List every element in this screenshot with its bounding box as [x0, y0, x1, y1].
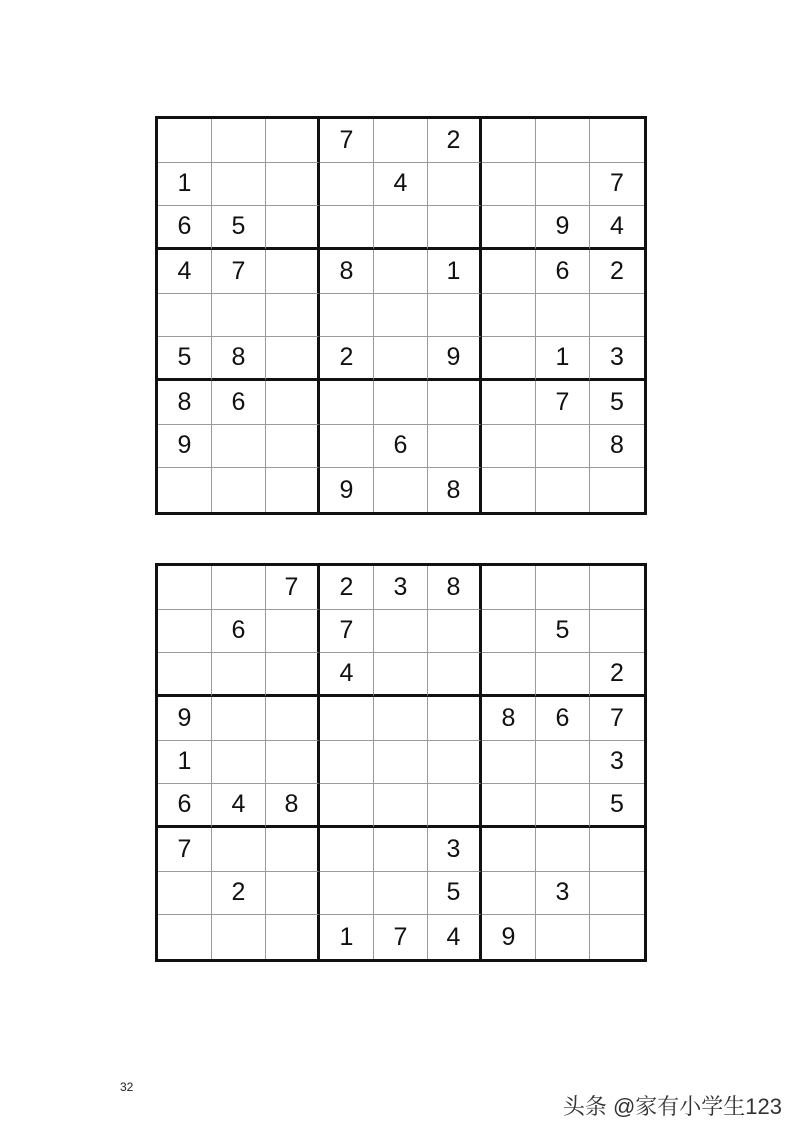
- given-cell: 9: [158, 425, 212, 469]
- given-cell: 1: [428, 250, 482, 294]
- empty-cell[interactable]: [320, 697, 374, 741]
- given-cell: 7: [536, 381, 590, 425]
- empty-cell[interactable]: [158, 294, 212, 338]
- page-number: 32: [120, 1080, 134, 1094]
- given-cell: 5: [212, 206, 266, 250]
- empty-cell[interactable]: [212, 828, 266, 872]
- empty-cell[interactable]: [374, 119, 428, 163]
- empty-cell[interactable]: [266, 337, 320, 381]
- empty-cell[interactable]: [374, 741, 428, 785]
- empty-cell[interactable]: [212, 741, 266, 785]
- given-cell: 2: [320, 337, 374, 381]
- empty-cell[interactable]: [266, 206, 320, 250]
- empty-cell[interactable]: [482, 206, 536, 250]
- empty-cell[interactable]: [266, 468, 320, 512]
- empty-cell[interactable]: [428, 294, 482, 338]
- given-cell: 9: [320, 468, 374, 512]
- empty-cell[interactable]: [266, 425, 320, 469]
- empty-cell[interactable]: [320, 163, 374, 207]
- given-cell: 4: [212, 784, 266, 828]
- empty-cell[interactable]: [266, 294, 320, 338]
- empty-cell[interactable]: [590, 828, 644, 872]
- empty-cell[interactable]: [428, 425, 482, 469]
- empty-cell[interactable]: [320, 784, 374, 828]
- empty-cell[interactable]: [320, 294, 374, 338]
- empty-cell[interactable]: [158, 468, 212, 512]
- empty-cell[interactable]: [428, 653, 482, 697]
- empty-cell[interactable]: [374, 872, 428, 916]
- empty-cell[interactable]: [428, 163, 482, 207]
- empty-cell[interactable]: [590, 872, 644, 916]
- given-cell: 7: [266, 566, 320, 610]
- given-cell: 8: [320, 250, 374, 294]
- given-cell: 2: [212, 872, 266, 916]
- sudoku-grid-2: [155, 563, 647, 962]
- empty-cell[interactable]: [320, 828, 374, 872]
- empty-cell[interactable]: [428, 206, 482, 250]
- given-cell: 4: [428, 915, 482, 959]
- given-cell: 6: [158, 206, 212, 250]
- given-cell: 5: [590, 784, 644, 828]
- empty-cell[interactable]: [266, 653, 320, 697]
- empty-cell[interactable]: [590, 915, 644, 959]
- empty-cell[interactable]: [158, 119, 212, 163]
- empty-cell[interactable]: [482, 425, 536, 469]
- empty-cell[interactable]: [266, 872, 320, 916]
- given-cell: 8: [428, 566, 482, 610]
- empty-cell[interactable]: [266, 163, 320, 207]
- given-cell: 7: [212, 250, 266, 294]
- empty-cell[interactable]: [266, 250, 320, 294]
- empty-cell[interactable]: [212, 697, 266, 741]
- given-cell: 5: [158, 337, 212, 381]
- given-cell: 2: [428, 119, 482, 163]
- empty-cell[interactable]: [212, 915, 266, 959]
- empty-cell[interactable]: [428, 741, 482, 785]
- empty-cell[interactable]: [536, 741, 590, 785]
- given-cell: 2: [320, 566, 374, 610]
- given-cell: 7: [374, 915, 428, 959]
- empty-cell[interactable]: [212, 566, 266, 610]
- given-cell: 2: [590, 250, 644, 294]
- empty-cell[interactable]: [482, 119, 536, 163]
- given-cell: 3: [374, 566, 428, 610]
- empty-cell[interactable]: [212, 468, 266, 512]
- empty-cell[interactable]: [428, 381, 482, 425]
- given-cell: 6: [536, 697, 590, 741]
- watermark: 头条 @家有小学生123: [562, 1094, 782, 1119]
- given-cell: 8: [266, 784, 320, 828]
- given-cell: 7: [590, 697, 644, 741]
- empty-cell[interactable]: [536, 566, 590, 610]
- empty-cell[interactable]: [482, 828, 536, 872]
- empty-cell[interactable]: [158, 653, 212, 697]
- given-cell: 2: [590, 653, 644, 697]
- given-cell: 4: [320, 653, 374, 697]
- given-cell: 8: [482, 697, 536, 741]
- empty-cell[interactable]: [374, 206, 428, 250]
- empty-cell[interactable]: [536, 828, 590, 872]
- given-cell: 6: [212, 381, 266, 425]
- empty-cell[interactable]: [158, 915, 212, 959]
- given-cell: 4: [374, 163, 428, 207]
- empty-cell[interactable]: [482, 610, 536, 654]
- empty-cell[interactable]: [374, 337, 428, 381]
- empty-cell[interactable]: [374, 697, 428, 741]
- empty-cell[interactable]: [536, 653, 590, 697]
- empty-cell[interactable]: [536, 915, 590, 959]
- empty-cell[interactable]: [374, 294, 428, 338]
- given-cell: 3: [590, 741, 644, 785]
- empty-cell[interactable]: [320, 206, 374, 250]
- given-cell: 1: [158, 741, 212, 785]
- given-cell: 8: [428, 468, 482, 512]
- empty-cell[interactable]: [428, 610, 482, 654]
- given-cell: 1: [158, 163, 212, 207]
- given-cell: 9: [536, 206, 590, 250]
- empty-cell[interactable]: [536, 425, 590, 469]
- empty-cell[interactable]: [482, 784, 536, 828]
- empty-cell[interactable]: [374, 828, 428, 872]
- empty-cell[interactable]: [212, 294, 266, 338]
- empty-cell[interactable]: [536, 119, 590, 163]
- given-cell: 7: [320, 610, 374, 654]
- given-cell: 6: [374, 425, 428, 469]
- empty-cell[interactable]: [482, 163, 536, 207]
- given-cell: 3: [536, 872, 590, 916]
- empty-cell[interactable]: [374, 784, 428, 828]
- empty-cell[interactable]: [482, 381, 536, 425]
- given-cell: 6: [158, 784, 212, 828]
- empty-cell[interactable]: [374, 381, 428, 425]
- empty-cell[interactable]: [212, 163, 266, 207]
- empty-cell[interactable]: [536, 163, 590, 207]
- empty-cell[interactable]: [590, 566, 644, 610]
- empty-cell[interactable]: [482, 294, 536, 338]
- given-cell: 5: [536, 610, 590, 654]
- empty-cell[interactable]: [590, 468, 644, 512]
- empty-cell[interactable]: [374, 653, 428, 697]
- given-cell: 9: [158, 697, 212, 741]
- empty-cell[interactable]: [266, 610, 320, 654]
- empty-cell[interactable]: [158, 872, 212, 916]
- given-cell: 4: [158, 250, 212, 294]
- sudoku-grid-1: [155, 116, 647, 515]
- empty-cell[interactable]: [266, 697, 320, 741]
- empty-cell[interactable]: [320, 741, 374, 785]
- given-cell: 1: [320, 915, 374, 959]
- given-cell: 7: [590, 163, 644, 207]
- given-cell: 6: [536, 250, 590, 294]
- empty-cell[interactable]: [320, 425, 374, 469]
- empty-cell[interactable]: [266, 915, 320, 959]
- empty-cell[interactable]: [374, 250, 428, 294]
- given-cell: 8: [158, 381, 212, 425]
- empty-cell[interactable]: [482, 566, 536, 610]
- given-cell: 3: [590, 337, 644, 381]
- empty-cell[interactable]: [158, 566, 212, 610]
- empty-cell[interactable]: [590, 610, 644, 654]
- empty-cell[interactable]: [536, 294, 590, 338]
- empty-cell[interactable]: [212, 653, 266, 697]
- given-cell: 6: [212, 610, 266, 654]
- empty-cell[interactable]: [266, 381, 320, 425]
- empty-cell[interactable]: [482, 741, 536, 785]
- given-cell: 4: [590, 206, 644, 250]
- given-cell: 7: [320, 119, 374, 163]
- given-cell: 9: [482, 915, 536, 959]
- empty-cell[interactable]: [266, 828, 320, 872]
- empty-cell[interactable]: [212, 119, 266, 163]
- empty-cell[interactable]: [536, 468, 590, 512]
- given-cell: 8: [590, 425, 644, 469]
- empty-cell[interactable]: [158, 610, 212, 654]
- empty-cell[interactable]: [428, 784, 482, 828]
- given-cell: 1: [536, 337, 590, 381]
- empty-cell[interactable]: [482, 250, 536, 294]
- empty-cell[interactable]: [482, 337, 536, 381]
- given-cell: 5: [590, 381, 644, 425]
- empty-cell[interactable]: [212, 425, 266, 469]
- empty-cell[interactable]: [482, 653, 536, 697]
- given-cell: 9: [428, 337, 482, 381]
- given-cell: 7: [158, 828, 212, 872]
- given-cell: 5: [428, 872, 482, 916]
- empty-cell[interactable]: [320, 872, 374, 916]
- empty-cell[interactable]: [428, 697, 482, 741]
- empty-cell[interactable]: [374, 468, 428, 512]
- empty-cell[interactable]: [266, 119, 320, 163]
- empty-cell[interactable]: [482, 872, 536, 916]
- empty-cell[interactable]: [266, 741, 320, 785]
- empty-cell[interactable]: [320, 381, 374, 425]
- empty-cell[interactable]: [374, 610, 428, 654]
- given-cell: 8: [212, 337, 266, 381]
- given-cell: 3: [428, 828, 482, 872]
- empty-cell[interactable]: [536, 784, 590, 828]
- empty-cell[interactable]: [590, 294, 644, 338]
- empty-cell[interactable]: [482, 468, 536, 512]
- empty-cell[interactable]: [590, 119, 644, 163]
